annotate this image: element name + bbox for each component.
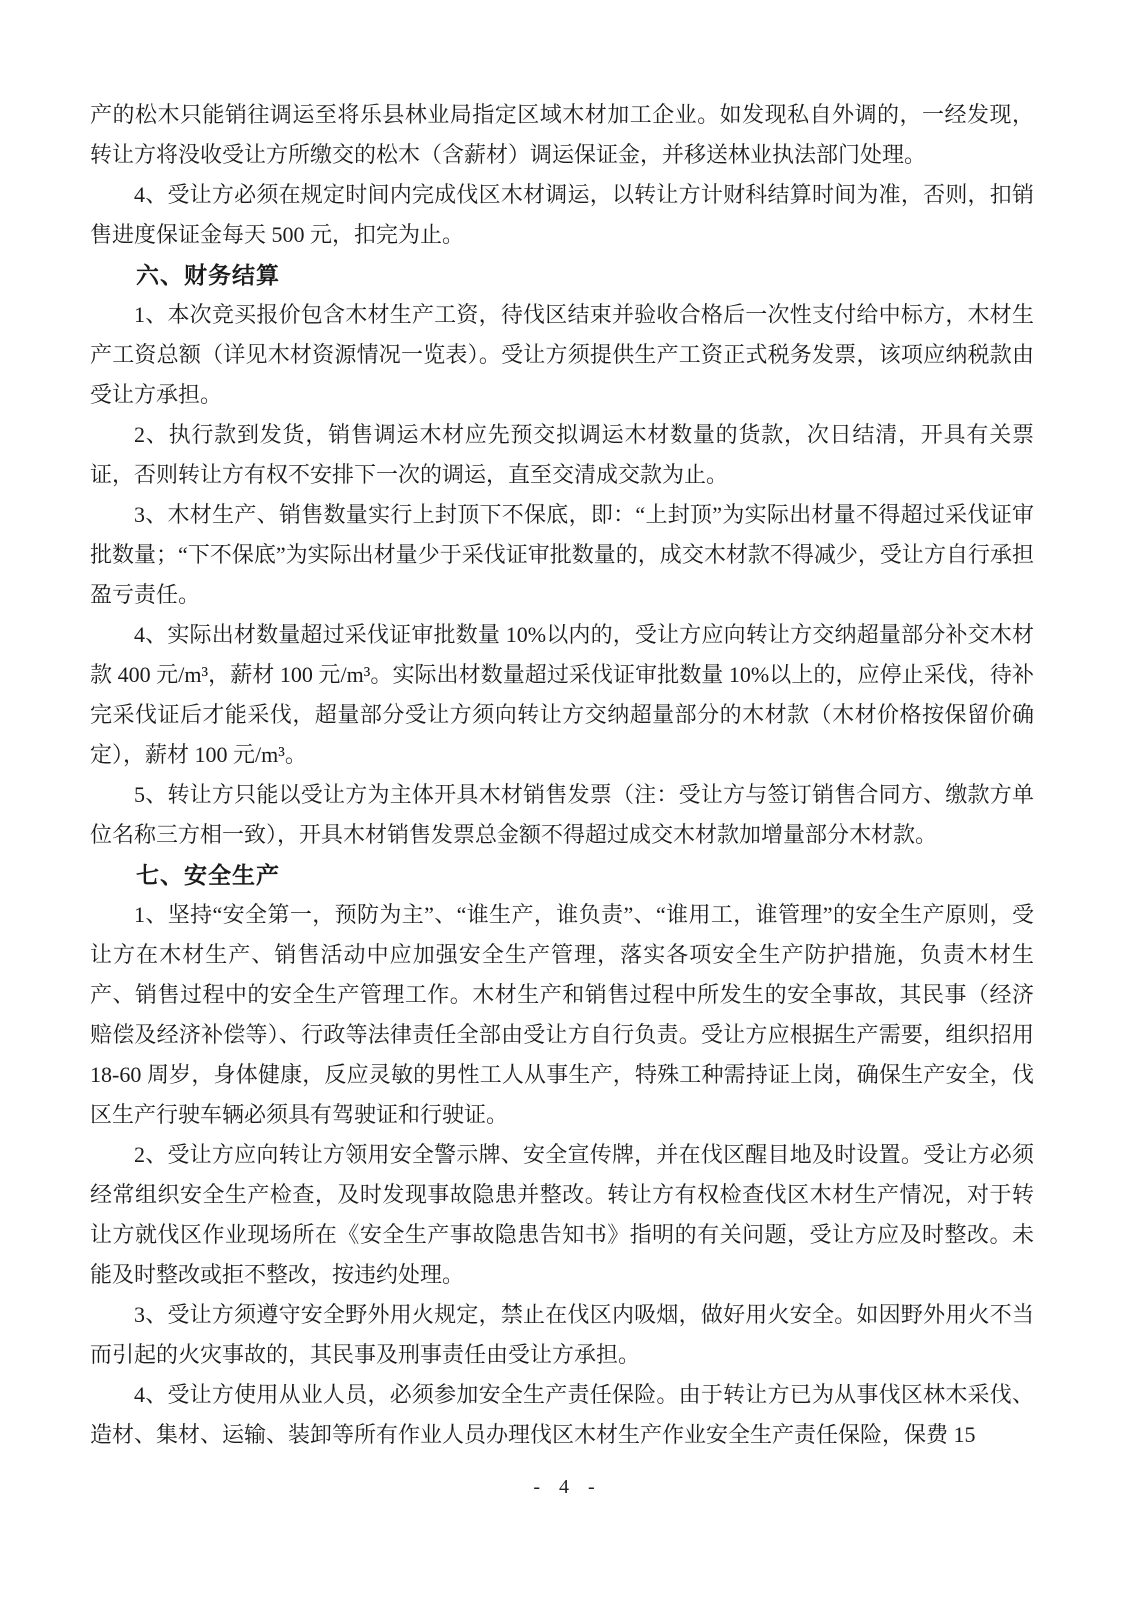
paragraph: 2、受让方应向转让方领用安全警示牌、安全宣传牌，并在伐区醒目地及时设置。受让方必须经常组织安全生产检查，及时发现事故隐患并整改。转让方有权检查伐区木材生产情况，对于转让方就伐区作业现场所在《安全生产事故隐患告知书》指明的有关问题，受让方应及时整改。未能及时整改或拒不整改，按违约处理。 [90,1142,1034,1287]
page-footer [0,1476,1131,1499]
paragraph: 5、转让方只能以受让方为主体开具木材销售发票（注：受让方与签订销售合同方、缴款方单位名称三方相一致），开具木材销售发票总金额不得超过成交木材款加增量部分木材款。 [90,782,1034,847]
paragraph: 3、受让方须遵守安全野外用火规定，禁止在伐区内吸烟，做好用火安全。如因野外用火不当而引起的火灾事故的，其民事及刑事责任由受让方承担。 [90,1302,1034,1367]
paragraph: 4、受让方使用从业人员，必须参加安全生产责任保险。由于转让方已为从事伐区林木采伐、造材、集材、运输、装卸等所有作业人员办理伐区木材生产作业安全生产责任保险，保费 15 [90,1382,1034,1447]
section-heading: 六、财务结算 [136,262,280,288]
page-number: - 4 - [533,1476,598,1498]
paragraph: 3、木材生产、销售数量实行上封顶下不保底，即：“上封顶”为实际出材量不得超过采伐证审批数量；“下不保底”为实际出材量少于采伐证审批数量的，成交木材款不得减少，受让方自行承担盈亏责任。 [90,502,1034,607]
paragraph: 2、执行款到发货，销售调运木材应先预交拟调运木材数量的货款，次日结清，开具有关票证，否则转让方有权不安排下一次的调运，直至交清成交款为止。 [90,422,1034,487]
document-body [90,95,1034,1455]
paragraph: 4、实际出材数量超过采伐证审批数量 10%以内的，受让方应向转让方交纳超量部分补交木材款 400 元/m³，薪材 100 元/m³。实际出材数量超过采伐证审批数量 10%以上的，应停止采伐，待补完采伐证后才能采伐，超量部分受让方须向转让方交纳超量部分的木材款（木材价格按保留价确定），薪材 100 元/m³。 [90,622,1034,767]
section-heading: 七、安全生产 [136,862,280,888]
paragraph: 1、本次竞买报价包含木材生产工资，待伐区结束并验收合格后一次性支付给中标方，木材生产工资总额（详见木材资源情况一览表）。受让方须提供生产工资正式税务发票，该项应纳税款由受让方承担。 [90,302,1034,407]
paragraph: 1、坚持“安全第一，预防为主”、“谁生产，谁负责”、“谁用工，谁管理”的安全生产原则，受让方在木材生产、销售活动中应加强安全生产管理，落实各项安全生产防护措施，负责木材生产、销售过程中的安全生产管理工作。木材生产和销售过程中所发生的安全事故，其民事（经济赔偿及经济补偿等）、行政等法律责任全部由受让方自行负责。受让方应根据生产需要，组织招用 18-60 周岁，身体健康，反应灵敏的男性工人从事生产，特殊工种需持证上岗，确保生产安全，伐区生产行驶车辆必须具有驾驶证和行驶证。 [90,902,1034,1127]
paragraph: 4、受让方必须在规定时间内完成伐区木材调运，以转让方计财科结算时间为准，否则，扣销售进度保证金每天 500 元，扣完为止。 [90,182,1034,247]
paragraph: 产的松木只能销往调运至将乐县林业局指定区域木材加工企业。如发现私自外调的，一经发现，转让方将没收受让方所缴交的松木（含薪材）调运保证金，并移送林业执法部门处理。 [90,102,1034,167]
